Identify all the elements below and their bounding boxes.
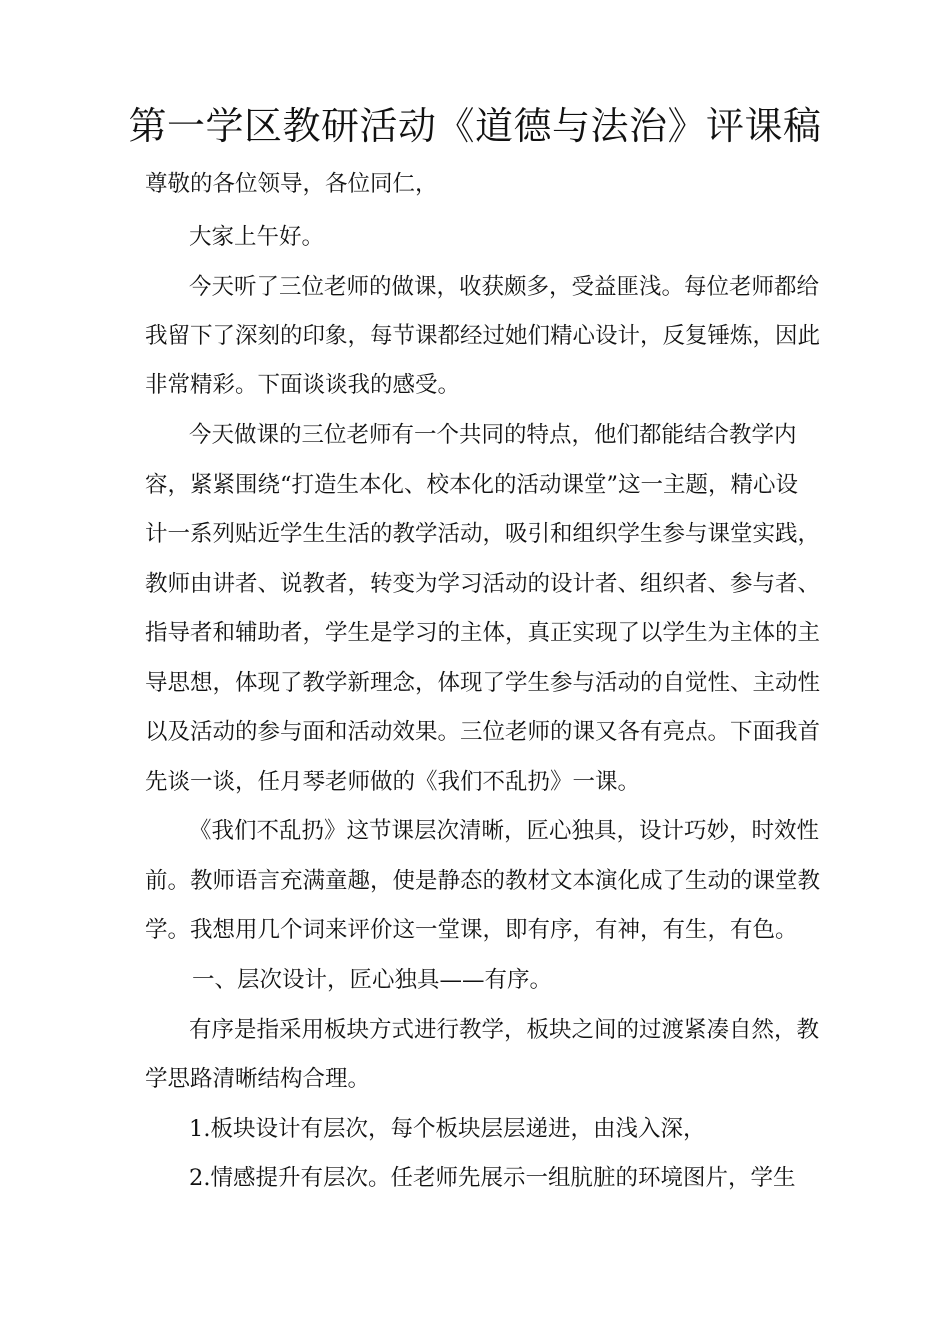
- section-heading: 一、层次设计，匠心独具——有序。: [192, 967, 553, 993]
- paragraph-line: 我留下了深刻的印象，每节课都经过她们精心设计，反复锤炼，因此: [145, 323, 821, 349]
- paragraph-line: 指导者和辅助者，学生是学习的主体，真正实现了以学生为主体的主: [145, 620, 821, 646]
- list-item: 2.情感提升有层次。任老师先展示一组肮脏的环境图片，学生: [189, 1165, 796, 1191]
- paragraph-line: 有序是指采用板块方式进行教学，板块之间的过渡紧凑自然，教: [189, 1017, 820, 1043]
- paragraph-line: 以及活动的参与面和活动效果。三位老师的课又各有亮点。下面我首: [145, 719, 821, 745]
- paragraph-line: 容，紧紧围绕“打造生本化、校本化的活动课堂”这一主题，精心设: [145, 472, 799, 498]
- paragraph-line: 计一系列贴近学生生活的教学活动，吸引和组织学生参与课堂实践，: [145, 521, 821, 547]
- paragraph-line: 今天听了三位老师的做课，收获颇多，受益匪浅。每位老师都给: [189, 274, 820, 300]
- document-title: 第一学区教研活动《道德与法治》评课稿: [128, 104, 822, 148]
- paragraph-line: 今天做课的三位老师有一个共同的特点，他们都能结合教学内: [189, 422, 797, 448]
- paragraph-line: 学。我想用几个词来评价这一堂课，即有序，有神，有生，有色。: [145, 917, 798, 943]
- greeting-line: 大家上午好。: [189, 224, 325, 250]
- paragraph-line: 学思路清晰结构合理。: [145, 1066, 371, 1092]
- salutation-line: 尊敬的各位领导，各位同仁，: [145, 171, 438, 197]
- paragraph-line: 先谈一谈，任月琴老师做的《我们不乱扔》一课。: [145, 769, 641, 795]
- paragraph-line: 导思想，体现了教学新理念，体现了学生参与活动的自觉性、主动性: [145, 670, 821, 696]
- paragraph-line: 《我们不乱扔》这节课层次清晰，匠心独具，设计巧妙，时效性: [189, 818, 820, 844]
- list-item: 1.板块设计有层次，每个板块层层递进，由浅入深，: [189, 1116, 706, 1142]
- paragraph-line: 前。教师语言充满童趣，使是静态的教材文本演化成了生动的课堂教: [145, 868, 821, 894]
- paragraph-line: 教师由讲者、说教者，转变为学习活动的设计者、组织者、参与者、: [145, 571, 821, 597]
- paragraph-line: 非常精彩。下面谈谈我的感受。: [145, 372, 461, 398]
